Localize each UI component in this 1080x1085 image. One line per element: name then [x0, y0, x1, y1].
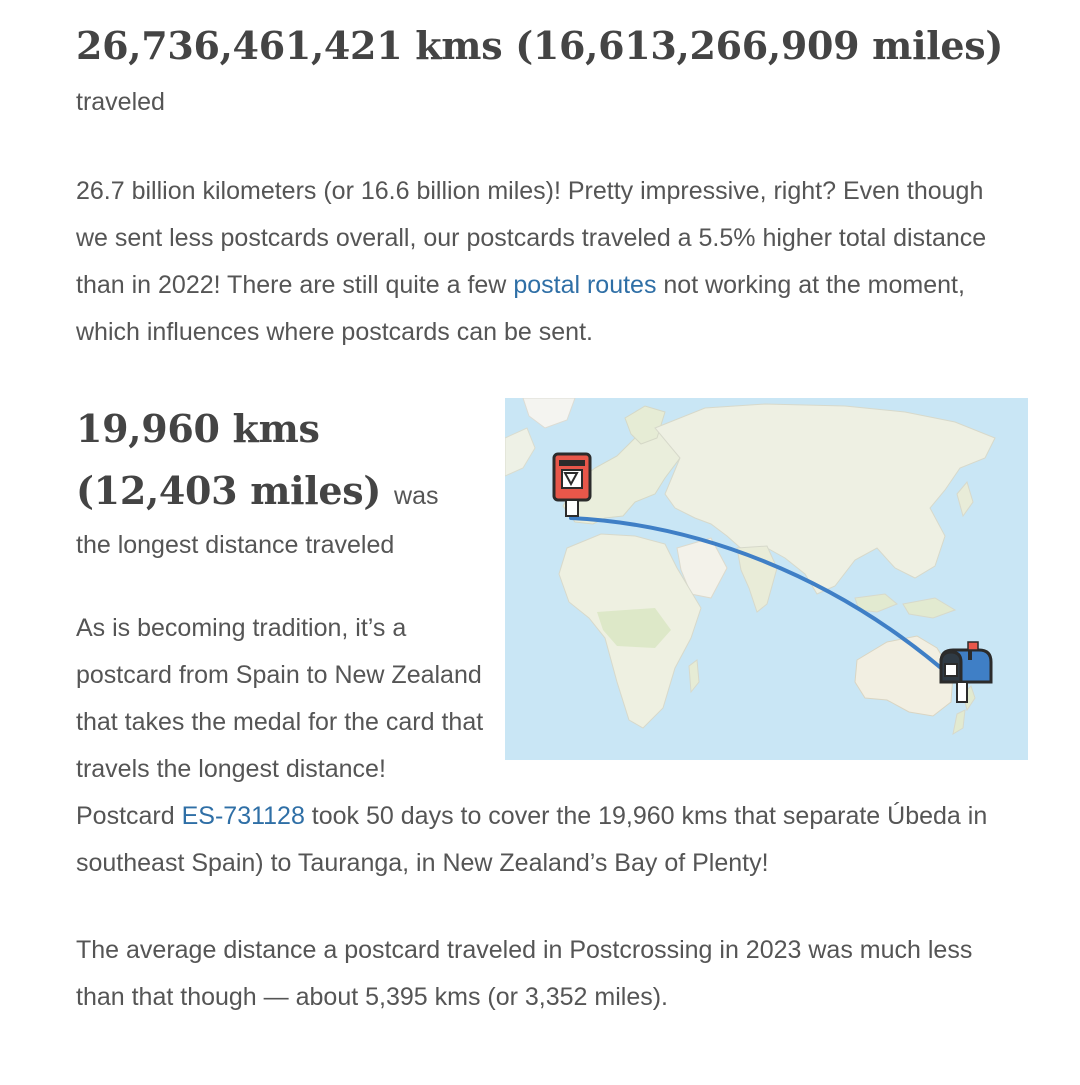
total-distance-caption: traveled: [76, 88, 165, 116]
total-distance-headline: 26,736,461,421 kms (16,613,266,909 miles): [76, 23, 1003, 68]
postal-routes-link[interactable]: postal routes: [513, 271, 657, 299]
story-text-a: As is becoming tradition, it’s a postcard from Spain to New Zealand that takes the medal for the card that travels the longest distance! Postcard: [76, 614, 484, 830]
story-text-b: took 50 days to cover the 19,960 kms that separate Úbeda in southeast Spain) to Tauranga, in New Zealand’s Bay of Plenty!: [76, 802, 988, 877]
longest-distance-kms: 19,960 kms: [76, 406, 320, 451]
postcard-es-731128-link[interactable]: ES-731128: [181, 802, 305, 830]
longest-distance-miles-value: (12,403 miles): [76, 468, 382, 513]
intro-text-b: not working at the moment, which influences where postcards can be sent.: [76, 271, 965, 346]
world-map-svg: [505, 398, 1028, 760]
longest-distance-caption: the longest distance traveled: [76, 531, 395, 559]
longest-distance-section: [76, 398, 1016, 1021]
average-distance-paragraph: The average distance a postcard traveled in Postcrossing in 2023 was much less than that though — about 5,395 kms (or 3,352 miles).: [76, 936, 973, 1011]
intro-text-a: 26.7 billion kilometers (or 16.6 billion miles)! Pretty impressive, right? Even though we sent less postcards overall, our postcards traveled a 5.5% higher total distance than in 2022! There are still quite a few: [76, 177, 987, 299]
longest-distance-was: was: [394, 482, 439, 510]
intro-paragraph: [76, 168, 1016, 356]
route-map: [505, 398, 1028, 760]
